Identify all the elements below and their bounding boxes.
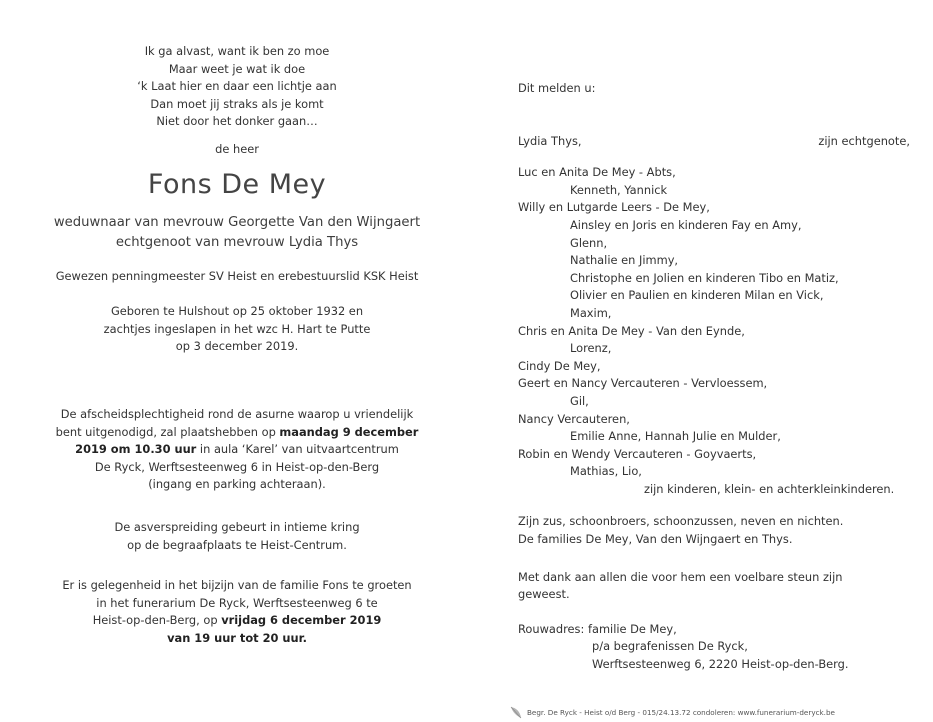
family-line: Lorenz, xyxy=(570,341,612,356)
visit-line: in het funerarium De Ryck, Werftsesteenweg 6 te xyxy=(96,595,378,610)
poem xyxy=(36,43,438,131)
relation-line: echtgenoot van mevrouw Lydia Thys xyxy=(115,234,359,250)
address-line: p/a begrafenissen De Ryck, xyxy=(592,639,748,654)
family-line: Luc en Anita De Mey - Abts, xyxy=(518,165,676,180)
ceremony-line xyxy=(36,441,438,459)
visit-line xyxy=(36,630,438,648)
birth-line: op 3 december 2019. xyxy=(175,339,299,354)
ashes-line: op de begraafplaats te Heist-Centrum. xyxy=(127,537,347,552)
spouse-line xyxy=(518,133,910,151)
poem-line: Niet door het donker gaan… xyxy=(156,114,318,129)
thanks-line: geweest. xyxy=(518,587,570,602)
birth-block xyxy=(36,303,438,356)
ceremony-line: (ingang en parking achteraan). xyxy=(148,477,326,492)
left-column xyxy=(36,43,438,647)
birth-line: Geboren te Hulshout op 25 oktober 1932 en xyxy=(110,304,364,319)
family-line: Geert en Nancy Vercauteren - Vervloessem, xyxy=(518,376,768,391)
family-line: Christophe en Jolien en kinderen Tibo en Matiz, xyxy=(570,270,839,285)
visit-line: Er is gelegenheid in het bijzijn van de familie Fons te groeten xyxy=(62,578,412,593)
visit-time: van 19 uur tot 20 uur. xyxy=(167,630,307,645)
family-line: zijn kinderen, klein- en achterkleinkinderen. xyxy=(644,481,895,496)
siblings-line: Zijn zus, schoonbroers, schoonzussen, neven en nichten. xyxy=(518,514,844,529)
ceremony-text: bent uitgenodigd, zal plaatshebben op xyxy=(55,424,280,439)
relation-line: weduwnaar van mevrouw Georgette Van den Wijngaert xyxy=(53,214,421,230)
address-line: Werftsesteenweg 6, 2220 Heist-op-den-Berg. xyxy=(592,657,849,672)
ceremony-line: De Ryck, Werftsesteenweg 6 in Heist-op-den-Berg xyxy=(94,459,380,474)
family-line: Maxim, xyxy=(570,305,612,320)
poem-line: Dan moet jij straks als je komt xyxy=(150,96,324,111)
visit-block xyxy=(36,577,438,647)
family-line: Glenn, xyxy=(570,235,608,250)
leaf-logo-icon xyxy=(510,706,522,719)
family-line: Olivier en Paulien en kinderen Milan en Vick, xyxy=(570,288,824,303)
family-line: Kenneth, Yannick xyxy=(570,182,668,197)
footer-text: Begr. De Ryck - Heist o/d Berg - 015/24.13.72 condoleren: www.funerarium-deryck.be xyxy=(527,708,835,717)
poem-line: Maar weet je wat ik doe xyxy=(168,61,306,76)
visit-text: Heist-op-den-Berg, op xyxy=(92,613,222,628)
role-line: Gewezen penningmeester SV Heist en erebestuurslid KSK Heist xyxy=(55,268,419,283)
family-line: Robin en Wendy Vercauteren - Goyvaerts, xyxy=(518,446,757,461)
poem-line: ‘k Laat hier en daar een lichtje aan xyxy=(137,79,337,94)
ceremony-block xyxy=(36,406,438,494)
family-line: Gil, xyxy=(570,393,589,408)
deceased-name: Fons De Mey xyxy=(147,168,327,200)
intro-line: Dit melden u: xyxy=(518,81,596,95)
family-list xyxy=(518,164,910,498)
family-line: Ainsley en Joris en kinderen Fay en Amy, xyxy=(570,217,802,232)
spouse-name: Lydia Thys, xyxy=(518,133,582,148)
address-block xyxy=(518,621,910,674)
address-line: Rouwadres: familie De Mey, xyxy=(518,621,677,636)
ceremony-date: maandag 9 december xyxy=(279,424,419,439)
right-column xyxy=(518,80,910,674)
siblings-line: De families De Mey, Van den Wijngaert en Thys. xyxy=(518,532,793,547)
family-line: Emilie Anne, Hannah Julie en Mulder, xyxy=(570,429,781,444)
family-line: Willy en Lutgarde Leers - De Mey, xyxy=(518,200,710,215)
visit-date: vrijdag 6 december 2019 xyxy=(221,613,382,628)
family-line: Chris en Anita De Mey - Van den Eynde, xyxy=(518,323,745,338)
family-line: Mathias, Lio, xyxy=(570,464,642,479)
birth-line: zachtjes ingeslapen in het wzc H. Hart te Putte xyxy=(103,321,371,336)
family-line: Nathalie en Jimmy, xyxy=(570,253,679,268)
thanks-line: Met dank aan allen die voor hem een voelbare steun zijn xyxy=(518,569,843,584)
family-line: Nancy Vercauteren, xyxy=(518,411,630,426)
ashes-line: De asverspreiding gebeurt in intieme kring xyxy=(114,519,360,534)
ceremony-text: in aula ‘Karel’ van uitvaartcentrum xyxy=(196,442,399,457)
ceremony-line xyxy=(36,424,438,442)
family-line: Cindy De Mey, xyxy=(518,358,601,373)
visit-line xyxy=(36,612,438,630)
ashes-block xyxy=(36,519,438,554)
ceremony-line: De afscheidsplechtigheid rond de asurne waarop u vriendelijk xyxy=(60,406,414,421)
ceremony-time: 2019 om 10.30 uur xyxy=(75,442,197,457)
poem-line: Ik ga alvast, want ik ben zo moe xyxy=(144,44,330,58)
siblings-block xyxy=(518,513,910,548)
spouse-role: zijn echtgenote, xyxy=(818,133,910,148)
honorific: de heer xyxy=(215,141,259,156)
footer xyxy=(510,706,905,719)
thanks-block xyxy=(518,569,910,604)
